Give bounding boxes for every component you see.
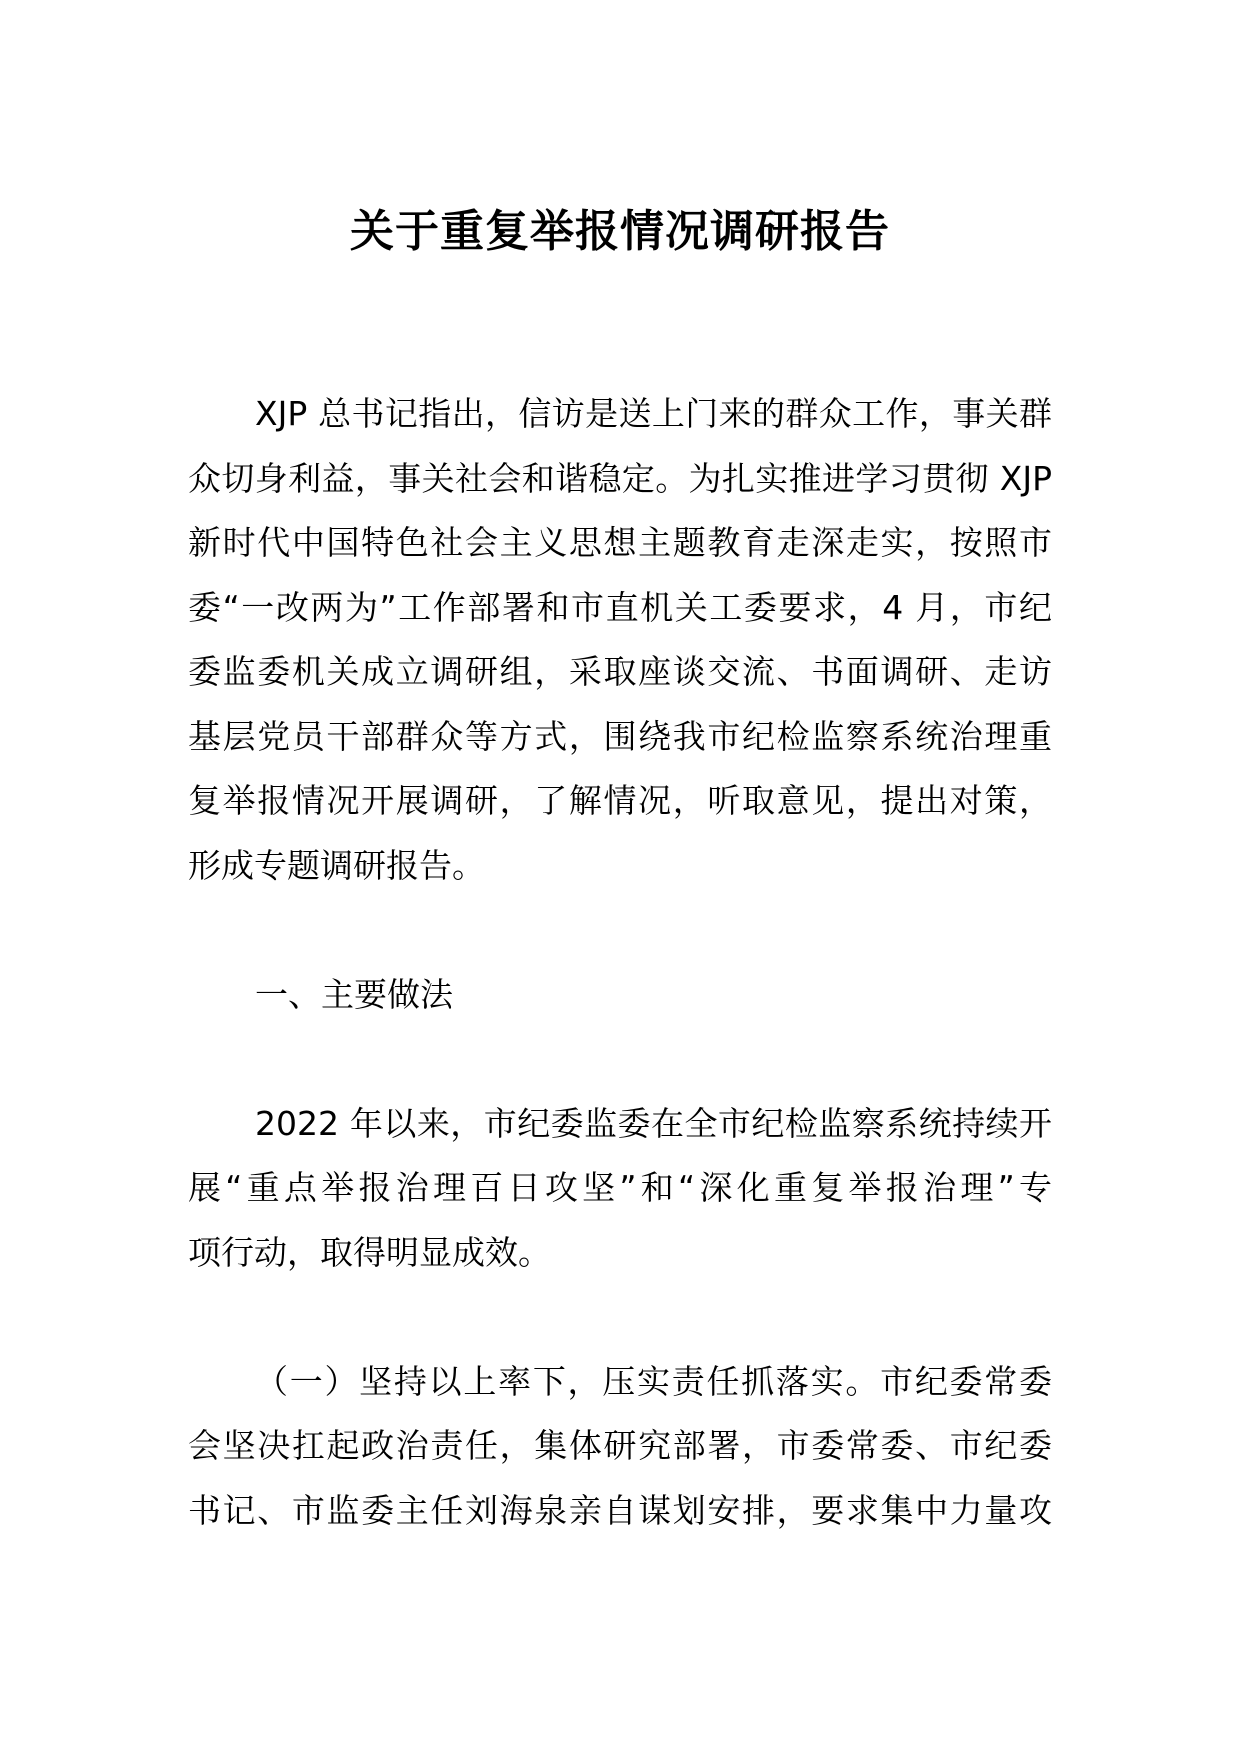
paragraph-line: 会坚决扛起政治责任，集体研究部署，市委常委、市纪委	[188, 1426, 1052, 1465]
paragraph-line: 委监委机关成立调研组，采取座谈交流、书面调研、走访	[188, 652, 1052, 691]
section-heading	[188, 963, 1052, 1028]
paragraph-line: 项行动，取得明显成效。	[188, 1232, 551, 1272]
paragraph	[188, 1092, 1052, 1286]
paragraph-line: 基层党员干部群众等方式，围绕我市纪检监察系统治理重	[188, 716, 1052, 756]
paragraph-line: 书记、市监委主任刘海泉亲自谋划安排，要求集中力量攻	[188, 1490, 1052, 1530]
paragraph-line: 复举报情况开展调研，了解情况，听取意见，提出对策，	[188, 781, 1052, 820]
paragraph-line: 新时代中国特色社会主义思想主题教育走深走实，按照市	[188, 523, 1052, 562]
paragraph-line: 形成专题调研报告。	[188, 845, 485, 885]
document-title: 关于重复举报情况调研报告	[350, 206, 890, 257]
paragraph-line: XJP 总书记指出，信访是送上门来的群众工作，事关群	[255, 394, 1052, 433]
paragraph-line: 委“一改两为”工作部署和市直机关工委要求，4 月，市纪	[188, 587, 1052, 627]
intro-paragraph	[188, 382, 1052, 898]
paragraph-line: 展“重点举报治理百日攻坚”和“深化重复举报治理”专	[188, 1168, 1052, 1207]
paragraph-line: 众切身利益，事关社会和谐稳定。为扎实推进学习贯彻 XJP	[188, 458, 1052, 498]
paragraph-line: 2022 年以来，市纪委监委在全市纪检监察系统持续开	[255, 1103, 1052, 1143]
paragraph-line: （一）坚持以上率下，压实责任抓落实。市纪委常委	[255, 1361, 1052, 1401]
document-body	[188, 382, 1052, 1608]
paragraph	[188, 1350, 1052, 1544]
section-heading-text: 一、主要做法	[255, 974, 453, 1014]
